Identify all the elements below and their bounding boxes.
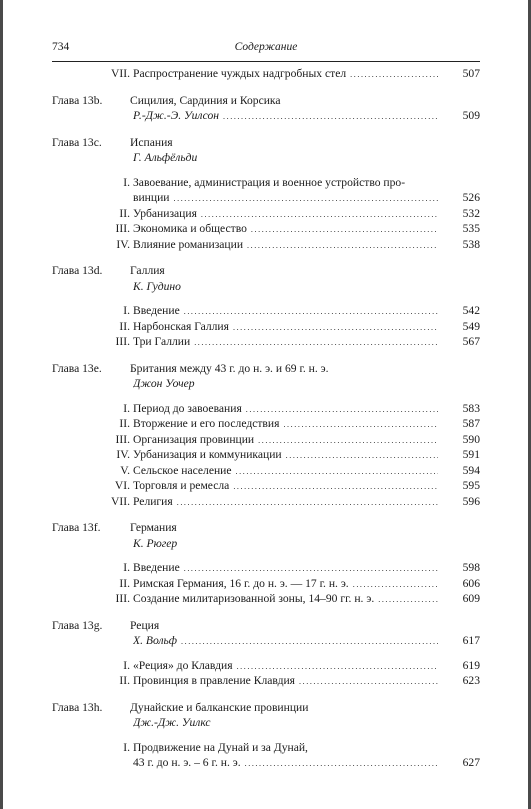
spacer <box>52 607 480 618</box>
page-ref: 598 <box>462 561 480 574</box>
spacer <box>52 82 480 93</box>
spacer <box>52 509 480 520</box>
section-number: IV. <box>116 448 130 461</box>
toc-entry <box>52 658 480 674</box>
leader-dots <box>174 191 439 207</box>
spacer <box>52 350 480 361</box>
section-title-cont: 43 г. до н. э. – 6 г. н. э. <box>133 756 241 769</box>
page-ref: 591 <box>462 448 480 461</box>
section-number: II. <box>119 206 130 220</box>
chapter-label: Глава 13b. <box>52 93 103 107</box>
toc-entry-line2 <box>52 755 480 771</box>
chapter-author-row <box>52 279 480 295</box>
chapter-title: Дунайские и балканские провинции <box>130 700 309 714</box>
toc-entry-line2 <box>52 190 480 206</box>
chapter-block <box>52 263 480 350</box>
chapter-author-row <box>52 715 480 731</box>
page-ref: 507 <box>462 67 480 80</box>
chapter-block <box>52 93 480 124</box>
leader-dots <box>299 674 438 690</box>
section-title: Вторжение и его последствия <box>133 417 280 430</box>
chapter-author-row <box>52 150 480 166</box>
toc-entry <box>52 319 480 335</box>
chapter-heading <box>52 263 480 279</box>
section-number: VII. <box>111 67 130 80</box>
leader-dots <box>181 634 438 650</box>
section-number: I. <box>123 304 130 317</box>
toc-entry <box>52 303 480 319</box>
chapter-heading <box>52 135 480 151</box>
section-number: I. <box>123 175 130 189</box>
chapter-author-row <box>52 633 480 649</box>
chapter-block <box>52 700 480 771</box>
chapter-block <box>52 520 480 607</box>
toc-entry <box>52 478 480 494</box>
page-ref: 538 <box>462 237 480 251</box>
section-number: I. <box>123 658 130 672</box>
leader-dots <box>223 109 438 125</box>
toc-entry <box>52 591 480 607</box>
spacer <box>52 124 480 135</box>
table-of-contents <box>52 66 480 771</box>
spacer <box>52 166 480 175</box>
chapter-title: Галлия <box>130 264 165 277</box>
chapter-label: Глава 13c. <box>52 135 102 149</box>
chapter-label: Глава 13g. <box>52 618 103 632</box>
chapter-title: Британия между 43 г. до н. э. и 69 г. н. э. <box>130 361 329 375</box>
chapter-author-row <box>52 108 480 124</box>
chapter-author: Джон Уочер <box>133 377 195 390</box>
section-title: Три Галлии <box>133 335 191 348</box>
section-title: Введение <box>133 304 180 317</box>
page-ref: 609 <box>462 592 480 605</box>
page-ref: 587 <box>462 417 480 430</box>
leader-dots <box>283 417 438 433</box>
section-title: Завоевание, администрация и военное устройство про- <box>133 175 406 189</box>
toc-entry-line1 <box>52 175 480 191</box>
section-title: Сельское население <box>133 463 232 477</box>
toc-entry <box>52 560 480 576</box>
chapter-author: К. Гудино <box>133 279 181 293</box>
page-ref: 619 <box>462 658 480 672</box>
toc-entry <box>52 237 480 253</box>
section-title: Провинция в правление Клавдия <box>133 674 296 687</box>
page-ref: 549 <box>462 319 480 333</box>
section-title: Влияние романизации <box>133 237 244 251</box>
header-rule <box>52 61 480 62</box>
section-title: Введение <box>133 561 180 574</box>
section-title: Организация провинции <box>133 432 255 446</box>
chapter-author: Х. Вольф <box>133 634 178 647</box>
section-number: II. <box>119 576 130 590</box>
leader-dots <box>233 320 438 336</box>
toc-entry <box>52 673 480 689</box>
section-number: II. <box>119 319 130 333</box>
leader-dots <box>251 222 438 238</box>
chapter-title: Германия <box>130 521 177 534</box>
page-number: 734 <box>52 41 70 53</box>
leader-dots <box>237 659 438 675</box>
page-ref: 590 <box>462 432 480 446</box>
section-number: VII. <box>111 494 130 508</box>
spacer <box>52 731 480 740</box>
page-ref: 606 <box>462 576 480 590</box>
page-ref: 594 <box>462 463 480 477</box>
page-ref: 623 <box>462 674 480 687</box>
page-ref: 595 <box>462 479 480 492</box>
section-title: Торговля и ремесла <box>133 479 230 492</box>
chapter-author: К. Рюгер <box>133 536 178 550</box>
section-number: III. <box>115 222 130 235</box>
leader-dots <box>245 756 438 772</box>
section-number: III. <box>115 432 130 446</box>
leader-dots <box>246 402 438 418</box>
page-ref: 532 <box>462 206 480 220</box>
section-title: Нарбонская Галлия <box>133 319 229 333</box>
toc-entry <box>52 432 480 448</box>
chapter-title: Сицилия, Сардиния и Корсика <box>130 93 281 107</box>
chapter-author-row <box>52 376 480 392</box>
chapter-block <box>52 135 480 253</box>
page-header <box>52 36 480 58</box>
section-title: «Реция» до Клавдия <box>133 658 233 672</box>
section-title-cont: винции <box>133 191 170 204</box>
spacer <box>52 392 480 401</box>
section-number: VI. <box>114 479 130 492</box>
leader-dots <box>247 238 438 254</box>
chapter-heading <box>52 361 480 377</box>
toc-entry <box>52 221 480 237</box>
section-title: Урбанизация и коммуникации <box>133 448 282 461</box>
section-number: II. <box>119 674 130 687</box>
chapter-author: Р.-Дж.-Э. Уилсон <box>133 109 220 122</box>
chapter-author-row <box>52 536 480 552</box>
section-number: III. <box>115 335 130 348</box>
leader-dots <box>233 479 438 495</box>
toc-entry <box>52 576 480 592</box>
spacer <box>52 252 480 263</box>
chapter-heading <box>52 618 480 634</box>
chapter-label: Глава 13e. <box>52 361 102 375</box>
chapter-title: Испания <box>130 135 173 149</box>
leader-dots <box>378 592 438 608</box>
chapter-label: Глава 13f. <box>52 521 101 534</box>
section-title: Римская Германия, 16 г. до н. э. — 17 г. н. э. <box>133 576 349 590</box>
leader-dots <box>236 464 438 480</box>
chapter-author: Г. Альфёльди <box>133 151 198 164</box>
toc-entry <box>52 416 480 432</box>
section-number: I. <box>123 401 130 415</box>
toc-entry <box>52 334 480 350</box>
section-title: Распространение чуждых надгробных стел <box>133 67 347 80</box>
section-number: IV. <box>116 237 130 251</box>
spacer <box>52 294 480 303</box>
page-ref: 627 <box>462 756 480 769</box>
page-ref: 596 <box>462 494 480 508</box>
toc-entry <box>52 66 480 82</box>
leader-dots <box>201 207 438 223</box>
page-ref: 535 <box>462 222 480 235</box>
chapter-label: Глава 13d. <box>52 264 103 277</box>
section-title: Религия <box>133 494 173 508</box>
chapter-label: Глава 13h. <box>52 700 103 714</box>
leader-dots <box>286 448 438 464</box>
section-title: Экономика и общество <box>133 222 247 235</box>
leader-dots <box>184 561 438 577</box>
page-ref: 509 <box>462 109 480 122</box>
chapter-block <box>52 361 480 510</box>
spacer <box>52 551 480 560</box>
page-ref: 526 <box>462 191 480 204</box>
page-edge-left <box>0 0 3 809</box>
section-number: V. <box>120 463 130 477</box>
section-title: Урбанизация <box>133 206 197 220</box>
chapter-heading <box>52 700 480 716</box>
section-title: Период до завоевания <box>133 401 242 415</box>
page-ref: 583 <box>462 401 480 415</box>
toc-entry <box>52 401 480 417</box>
leader-dots <box>177 495 438 511</box>
spacer <box>52 689 480 700</box>
toc-entry-line1 <box>52 740 480 756</box>
section-number: II. <box>119 417 130 430</box>
chapter-author: Дж.-Дж. Уилкс <box>133 716 211 729</box>
leader-dots <box>258 433 438 449</box>
toc-entry <box>52 447 480 463</box>
leader-dots <box>350 67 438 83</box>
page-ref: 567 <box>462 335 480 348</box>
section-number: III. <box>115 592 130 605</box>
chapter-heading <box>52 520 480 536</box>
section-number: I. <box>123 740 130 754</box>
leader-dots <box>194 335 438 351</box>
page-ref: 542 <box>462 304 480 317</box>
chapter-block <box>52 618 480 689</box>
running-title: Содержание <box>234 41 298 53</box>
chapter-title: Реция <box>130 618 160 632</box>
section-number: I. <box>123 561 130 574</box>
section-title: Создание милитаризованной зоны, 14–90 гг. н. э. <box>133 592 375 605</box>
leader-dots <box>353 577 438 593</box>
spacer <box>52 649 480 658</box>
chapter-heading <box>52 93 480 109</box>
toc-entry <box>52 463 480 479</box>
toc-entry <box>52 494 480 510</box>
leader-dots <box>184 304 438 320</box>
toc-entry <box>52 206 480 222</box>
section-title: Продвижение на Дунай и за Дунай, <box>133 740 308 754</box>
page-ref: 617 <box>462 634 480 647</box>
